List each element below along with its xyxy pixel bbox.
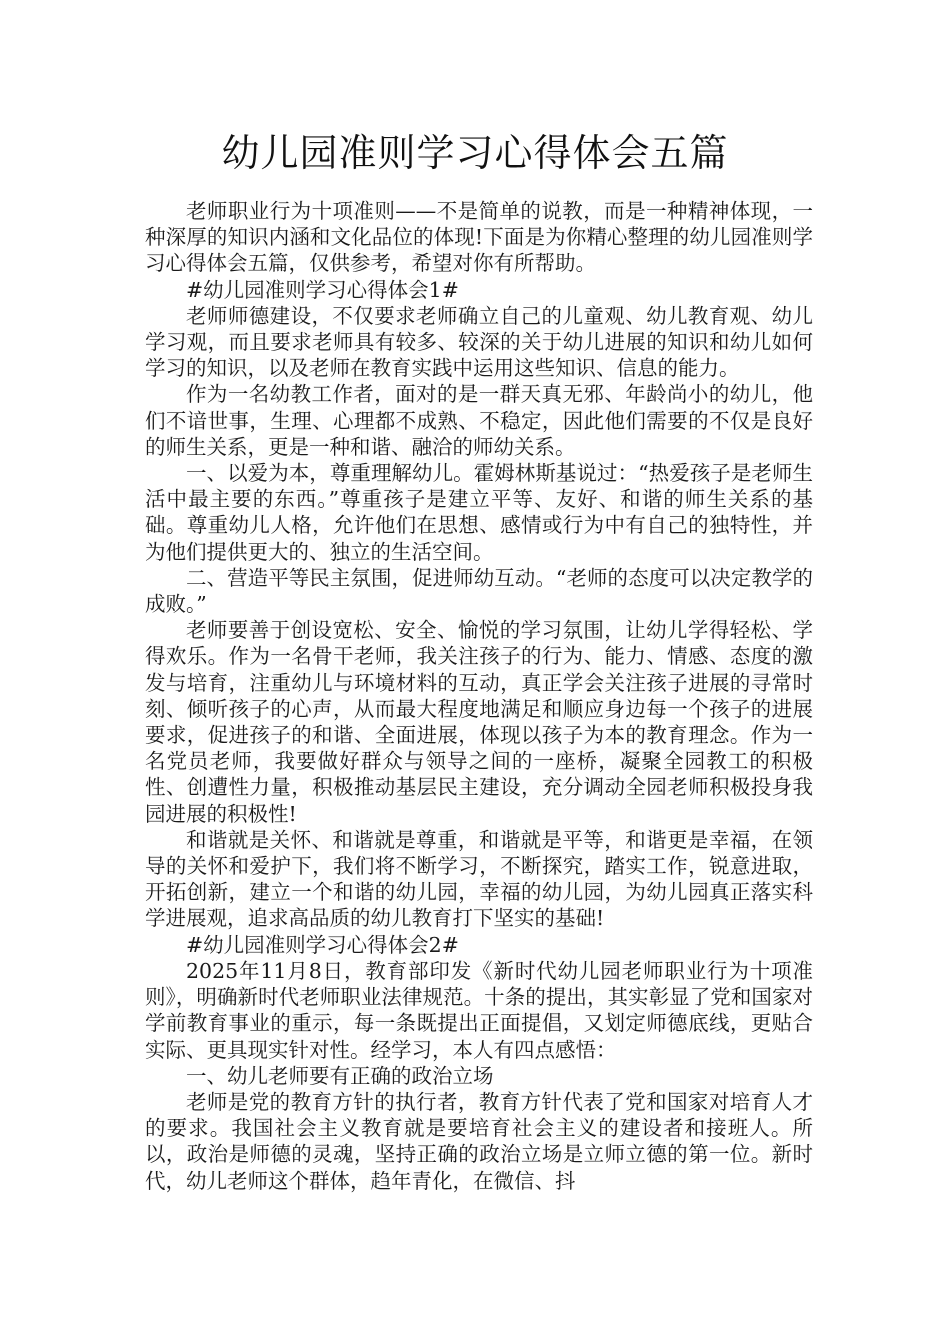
section-heading-2: #幼儿园准则学习心得体会2# (186, 932, 459, 957)
paragraph: 老师是党的教育方针的执行者，教育方针代表了党和国家对培育人才的要求。我国社会主义教育就是要培育社会主义的建设者和接班人。所以，政治是师德的灵魂，坚持正确的政治立场是立师立德的第一位。新时代，幼儿老师这个群体，趋年青化，在微信、抖 (145, 1089, 813, 1193)
paragraph: 一、以爱为本，尊重理解幼儿。霍姆林斯基说过：“热爱孩子是老师生活中最主要的东西。”尊重孩子是建立平等、友好、和谐的师生关系的基础。尊重幼儿人格，允许他们在思想、感情或行为中有自己的独特性，并为他们提供更大的、独立的生活空间。 (145, 461, 813, 564)
page-title: 幼儿园准则学习心得体会五篇 (221, 131, 729, 175)
section-heading-1: #幼儿园准则学习心得体会1# (186, 277, 459, 302)
paragraph: 老师要善于创设宽松、安全、愉悦的学习氛围，让幼儿学得轻松、学得欢乐。作为一名骨干老师，我关注孩子的行为、能力、情感、态度的激发与培育，注重幼儿与环境材料的互动，真正学会关注孩子进展的寻常时刻、倾听孩子的心声，从而最大程度地满足和顺应身边每一个孩子的进展要求，促进孩子的和谐、全面进展，体现以孩子为本的教育理念。作为一名党员老师，我要做好群众与领导之间的一座桥，凝聚全园教工的积极性、创遭性力量，积极推动基层民主建设，充分调动全园老师积极投身我园进展的积极性! (145, 618, 813, 826)
paragraph-intro: 老师职业行为十项准则——不是简单的说教，而是一种精神体现，一种深厚的知识内涵和文化品位的体现!下面是为你精心整理的幼儿园准则学习心得体会五篇，仅供参考，希望对你有所帮助。 (145, 199, 813, 276)
paragraph: 二、营造平等民主氛围，促进师幼互动。“老师的态度可以决定教学的成败。” (145, 565, 813, 617)
paragraph: 2025年11月8日，教育部印发《新时代幼儿园老师职业行为十项准则》，明确新时代老师职业法律规范。十条的提出，其实彰显了党和国家对学前教育事业的重示，每一条既提出正面提倡，又划定师德底线，更贴合实际、更具现实针对性。经学习，本人有四点感悟： (145, 958, 813, 1062)
document-body (145, 198, 813, 1194)
paragraph: 老师师德建设，不仅要求老师确立自己的儿童观、幼儿教育观、幼儿学习观，而且要求老师具有较多、较深的关于幼儿进展的知识和幼儿如何学习的知识，以及老师在教育实践中运用这些知识、信息的能力。 (145, 303, 813, 381)
subheading: 一、幼儿老师要有正确的政治立场 (186, 1063, 494, 1088)
paragraph: 和谐就是关怀、和谐就是尊重，和谐就是平等，和谐更是幸福，在领导的关怀和爱护下，我们将不断学习，不断探究，踏实工作，锐意进取，开拓创新，建立一个和谐的幼儿园，幸福的幼儿园，为幼儿园真正落实科学进展观，追求高品质的幼儿教育打下坚实的基础! (145, 827, 813, 931)
paragraph: 作为一名幼教工作者，面对的是一群天真无邪、年龄尚小的幼儿，他们不谙世事，生理、心理都不成熟、不稳定，因此他们需要的不仅是良好的师生关系，更是一种和谐、融洽的师幼关系。 (145, 382, 813, 459)
